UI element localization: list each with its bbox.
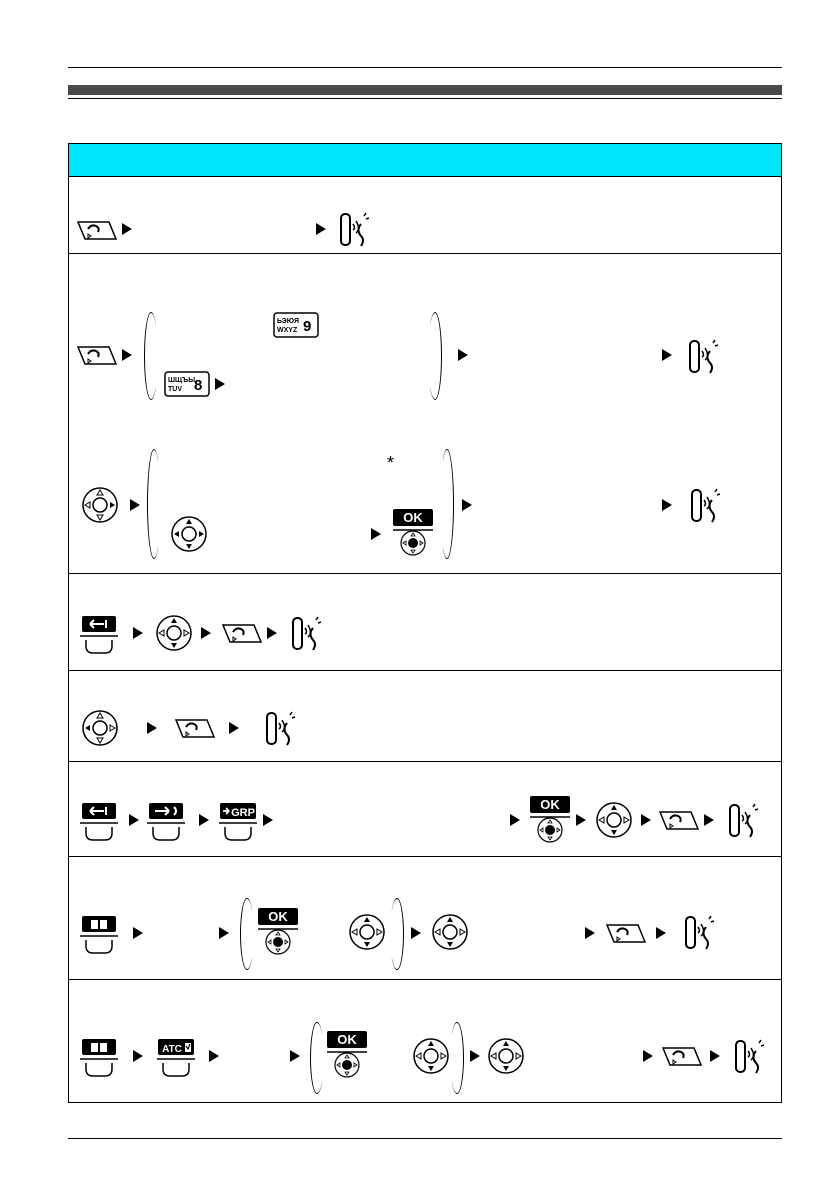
- row-separator: [69, 670, 781, 671]
- section-title-bar: [68, 85, 782, 95]
- bottom-rule: [68, 1138, 782, 1139]
- step-arrow: [585, 927, 595, 939]
- step-arrow: [129, 814, 139, 826]
- key-9-cyrillic: ЬЭЮЯ: [277, 318, 299, 325]
- navigator-icon: [170, 515, 208, 553]
- grp-label: GRP: [231, 807, 255, 819]
- navigator-icon: [81, 709, 119, 747]
- navigator-icon: [348, 913, 386, 951]
- step-arrow: [510, 814, 520, 826]
- speaking-handset-icon: [686, 486, 722, 526]
- option-bracket-left: [144, 312, 158, 400]
- step-arrow: [290, 1050, 300, 1062]
- step-arrow: [133, 927, 143, 939]
- speaking-handset-icon: [684, 337, 720, 377]
- ok-label: OK: [268, 909, 288, 924]
- ok-label: OK: [403, 510, 423, 525]
- option-bracket-left: [240, 898, 254, 970]
- step-arrow: [199, 814, 209, 826]
- phonebook-softkey-icon: [80, 912, 118, 956]
- key-9-digit: 9: [303, 318, 312, 335]
- talk-key-icon: [174, 715, 216, 743]
- speaking-handset-icon: [261, 709, 297, 749]
- option-bracket-left: [147, 449, 161, 559]
- key-8-letters: TUV: [168, 386, 182, 393]
- key-8-cyrillic: ШЩЪЫ: [168, 377, 196, 384]
- step-arrow: [641, 814, 651, 826]
- navigator-icon: [81, 486, 119, 524]
- section-title-underline: [68, 98, 782, 99]
- row-separator: [69, 761, 781, 762]
- key-8-digit: 8: [194, 377, 203, 394]
- key-9-letters: WXYZ: [277, 327, 298, 334]
- step-arrow: [130, 499, 140, 511]
- step-arrow: [576, 814, 586, 826]
- row-separator: [69, 253, 781, 254]
- step-arrow: [656, 927, 666, 939]
- step-arrow: [662, 499, 672, 511]
- option-bracket-right: [428, 312, 442, 400]
- step-arrow: [133, 627, 143, 639]
- top-rule: [68, 67, 782, 68]
- navigator-icon: [487, 1037, 525, 1075]
- step-arrow: [371, 528, 381, 540]
- ok-key-icon: [392, 508, 434, 556]
- ok-key-icon: [326, 1030, 368, 1078]
- step-arrow: [219, 927, 229, 939]
- step-arrow: [458, 349, 468, 361]
- talk-key-icon: [221, 620, 263, 648]
- redial-softkey-icon: [80, 612, 118, 656]
- ok-label: OK: [540, 797, 560, 812]
- step-arrow: [643, 1050, 653, 1062]
- step-arrow: [133, 1050, 143, 1062]
- step-arrow: [411, 927, 421, 939]
- group-softkey-icon: [219, 799, 257, 843]
- table-header-row: [69, 144, 781, 177]
- ok-key-icon: [529, 795, 571, 843]
- key-8-icon: [164, 371, 210, 397]
- step-arrow: [710, 1050, 720, 1062]
- talk-key-icon: [605, 920, 647, 948]
- step-arrow: [229, 722, 239, 734]
- step-arrow: [201, 627, 211, 639]
- speaking-handset-icon: [730, 1037, 766, 1077]
- star-key-symbol: *: [387, 453, 395, 473]
- atc-label: ATC: [162, 1044, 182, 1055]
- speaking-handset-icon: [335, 210, 371, 250]
- speaking-handset-icon: [724, 801, 760, 841]
- talk-key-icon: [661, 1043, 703, 1071]
- step-arrow: [209, 1050, 219, 1062]
- step-arrow: [215, 378, 225, 390]
- step-arrow: [147, 722, 157, 734]
- option-bracket-left: [310, 1022, 324, 1094]
- row-separator: [69, 979, 781, 980]
- ok-label: OK: [337, 1032, 357, 1047]
- key-9-icon: [273, 312, 319, 338]
- talk-key-icon: [76, 217, 118, 245]
- step-arrow: [267, 627, 277, 639]
- atc-softkey-icon: [157, 1035, 195, 1079]
- row-separator: [69, 573, 781, 574]
- step-arrow: [263, 814, 273, 826]
- option-bracket-right: [440, 449, 454, 559]
- navigator-icon: [412, 1037, 450, 1075]
- speaking-handset-icon: [287, 614, 323, 654]
- step-arrow: [316, 223, 326, 235]
- speaking-handset-icon: [680, 913, 716, 953]
- navigator-icon: [595, 801, 633, 839]
- intercom-softkey-icon: [147, 799, 185, 843]
- phonebook-softkey-icon: [80, 1035, 118, 1079]
- ok-key-icon: [257, 907, 299, 955]
- step-arrow: [122, 223, 132, 235]
- talk-key-icon: [658, 807, 700, 835]
- option-bracket-right: [450, 1022, 464, 1094]
- navigator-icon: [155, 614, 193, 652]
- navigator-icon: [431, 913, 469, 951]
- step-arrow: [462, 499, 472, 511]
- talk-key-icon: [76, 342, 118, 370]
- step-arrow: [704, 814, 714, 826]
- step-arrow: [470, 1050, 480, 1062]
- step-arrow: [122, 349, 132, 361]
- row-separator: [69, 856, 781, 857]
- redial-softkey-icon: [80, 799, 118, 843]
- step-arrow: [662, 349, 672, 361]
- option-bracket-right: [390, 898, 404, 970]
